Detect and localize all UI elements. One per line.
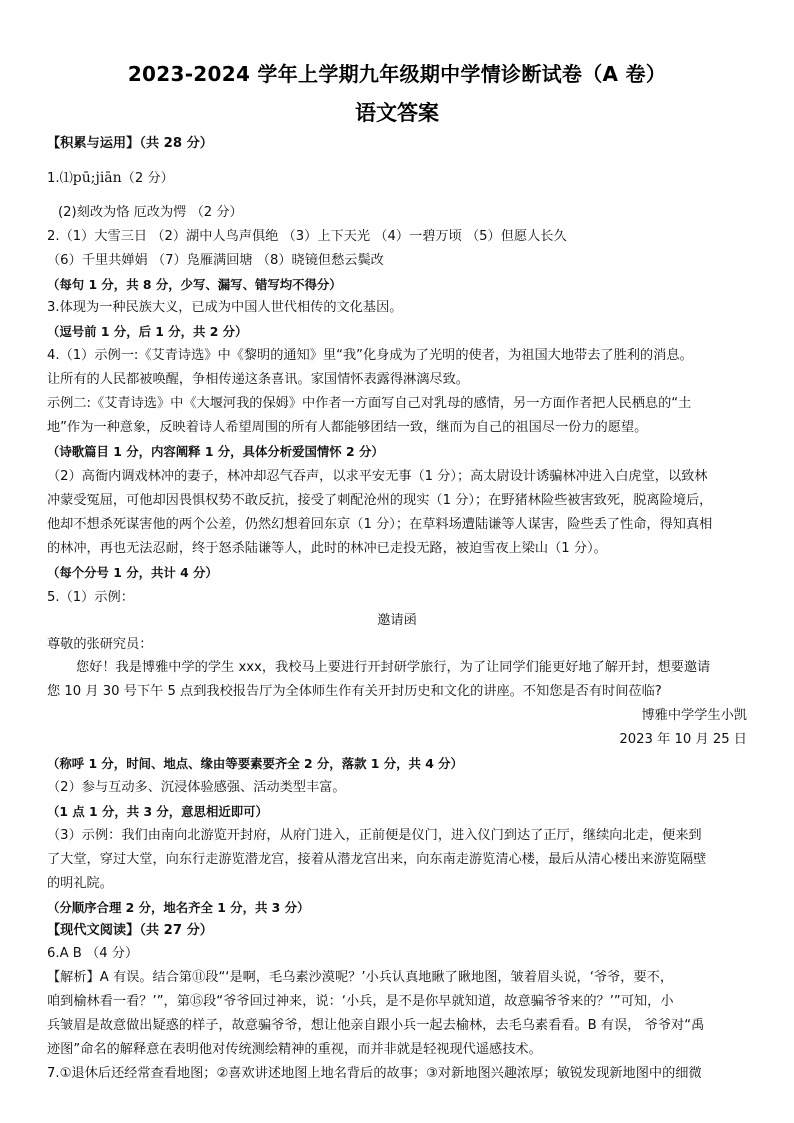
answer-line: （2）参与互动多、沉浸体验感强、活动类型丰富。 [47,780,346,795]
answer-line: 3.体现为一种民族大义，已成为中国人世代相传的文化基因。 [47,300,403,315]
answer-line: 2.（1）大雪三日 （2）湖中人鸟声俱绝 （3）上下天光 （4）一碧万顷 （5）但愿人长久 [47,229,567,244]
scoring-note: （逗号前 1 分，后 1 分，共 2 分） [47,324,248,339]
analysis-line: 【解析】A 有误。结合第⑪段“‘是啊，毛乌素沙漠呢？’小兵认真地瞅了瞅地图，皱着眉头说，‘爷爷，要不， [47,970,674,985]
answer-line: 地”作为一种意象，反映着诗人希望周围的所有人都能够团结一致，继而为自己的祖国尽一份力的愿望。 [47,420,648,435]
analysis-line: 咱到榆林看一看？’”，第⑮段“爷爷回过神来，说：‘小兵，是不是你早就知道，故意骗爷爷来的？’”可知，小 [47,994,674,1009]
answer-line: 6.A B （4 分） [47,946,139,961]
answer-line: 的林冲，再也无法忍耐，终于怒杀陆谦等人，此时的林冲已走投无路，被迫雪夜上梁山（1 分）。 [47,541,607,556]
answer-line: 了大堂，穿过大堂，向东行走游览潜龙宫，接着从潜龙宫出来，向东南走游览清心楼，最后从清心楼出来游览隔壁 [47,852,707,867]
page-title: 2023-2024 学年上学期九年级期中学情诊断试卷（A 卷） [127,62,667,86]
letter-signature: 博雅中学学生小凯 [641,708,747,723]
answer-line: (2)刻改为恪 厄改为愕 （2 分） [58,205,243,220]
answer-line: （3）示例：我们由南向北游览开封府，从府门进入，正前便是仪门，进入仪门到达了正厅，继续向北走，便来到 [47,828,702,843]
answer-line: 4.（1）示例一:《艾青诗选》中《黎明的通知》里“我”化身成为了光明的使者，为祖国大地带去了胜利的消息。 [47,348,693,363]
answer-line: 示例二:《艾青诗选》中《大堰河我的保姆》中作者一方面写自己对乳母的感情，另一方面作者把人民栖息的“土 [47,396,692,411]
scoring-note: （每个分号 1 分，共计 4 分） [47,565,218,580]
answer-line: 他却不想杀死谋害他的两个公差，仍然幻想着回东京（1 分）；在草料场遭陆谦等人谋害，险些丢了性命，得知真相 [47,517,713,532]
letter-body: 您 10 月 30 号下午 5 点到我校报告厅为全体师生作有关开封历史和文化的讲座。不知您是否有时间莅临? [47,684,662,699]
analysis-line: 兵皱眉是故意做出疑惑的样子，故意骗爷爷，想让他亲自跟小兵一起去榆林，去毛乌素看看。B 有误， 爷爷对“禹 [47,1018,705,1033]
letter-salutation: 尊敬的张研究员： [47,637,153,652]
analysis-line: 迹图”命名的解释意在表明他对传统测绘精神的重视，而并非就是轻视现代遥感技术。 [47,1042,542,1057]
answer-line: 让所有的人民都被唤醒，争相传递这条喜讯。家国情怀表露得淋漓尽致。 [47,372,469,387]
page-subtitle: 语文答案 [355,101,439,125]
section-heading-modern-reading: 【现代文阅读】（共 27 分） [47,923,213,938]
answer-line: 5.（1）示例： [47,590,134,605]
answer-line: （2）高衙内调戏林冲的妻子，林冲却忍气吞声，以求平安无事（1 分）；高太尉设计诱骗林冲进入白虎堂，以致林 [47,469,708,484]
answer-line: 冲蒙受冤屈，可他却因畏惧权势不敢反抗，接受了刺配沧州的现实（1 分）；在野猪林险些被害致死，脱离险境后， [47,493,713,508]
score-note: （2 分） [121,171,174,186]
answer-line-prefix: 1.⑴ [47,171,73,186]
scoring-note: （称呼 1 分，时间、地点、缘由等要素要齐全 2 分，落款 1 分，共 4 分） [47,756,463,771]
answer-line: （6）千里共婵娟 （7）凫雁满回塘 （8）晓镜但愁云鬓改 [47,253,384,268]
letter-date: 2023 年 10 月 25 日 [619,732,747,747]
scoring-note: （诗歌篇目 1 分，内容阐释 1 分，具体分析爱国情怀 2 分） [47,444,384,459]
letter-body: 您好！我是博雅中学的学生 xxx，我校马上要进行开封研学旅行，为了让同学们能更好地了解开封，想要邀请 [76,660,711,675]
scoring-note: （分顺序合理 2 分，地名齐全 1 分，共 3 分） [47,900,310,915]
answer-line: 的明礼院。 [47,876,113,891]
letter-heading: 邀请函 [377,613,417,628]
answer-line [47,169,759,188]
answer-line: 7.①退休后还经常查看地图；②喜欢讲述地图上地名背后的故事；③对新地图兴趣浓厚；敏锐发现新地图中的细微 [47,1066,702,1081]
pinyin-answer: pū;jiān [72,170,122,186]
scoring-note: （1 点 1 分，共 3 分，意思相近即可） [47,804,268,819]
scoring-note: （每句 1 分，共 8 分，少写、漏写、错写均不得分） [47,277,342,292]
section-heading-accumulation: 【积累与运用】（共 28 分） [47,136,213,151]
